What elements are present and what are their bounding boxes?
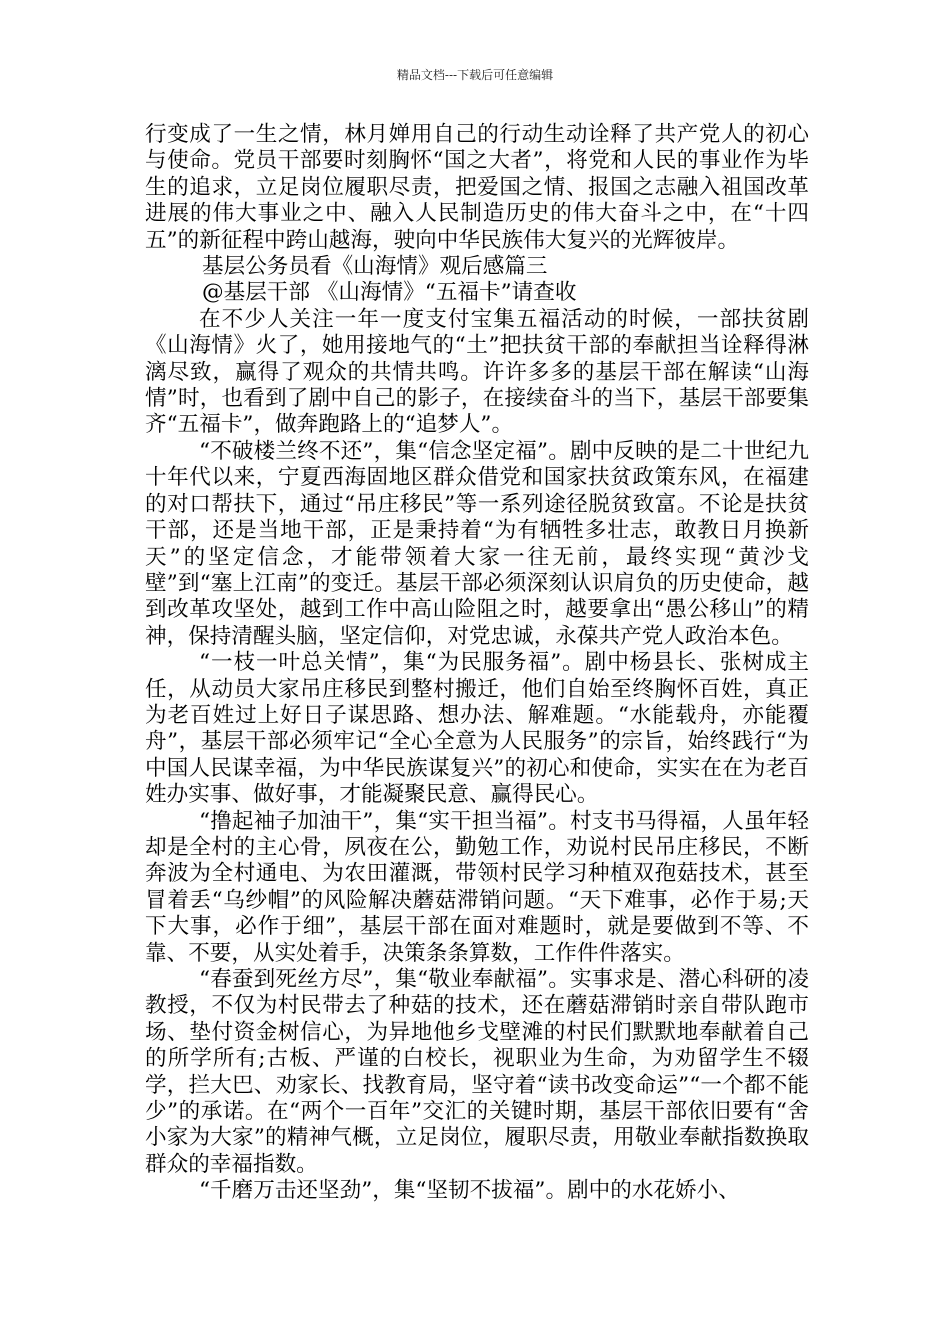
paragraph-jingye: “春蚕到死丝方尽”，集“敬业奉献福”。实事求是、潜心科研的凌教授，不仅为村民带去了种菇的技术，还在蘑菇滞销时亲自带队跑市场、垫付资金树信心，为异地他乡戈壁滩的村民们默默地奉献着自己的所学所有;古板、严谨的白校长，视职业为生命，为劝留学生不辍学，拦大巴、劝家长、找教育局，坚守着“读书改变命运”“一个都不能少”的承诺。在“两个一百年”交汇的关键时期，基层干部依旧要有“舍小家为大家”的精神气概，立足岗位，履职尽责，用敬业奉献指数换取群众的幸福指数。: [145, 967, 809, 1177]
section-title: 基层公务员看《山海情》观后感篇三: [202, 254, 548, 280]
paragraph-shigan: “撸起袖子加油干”，集“实干担当福”。村支书马得福，人虽年轻却是全村的主心骨，夙夜在公，勤勉工作，劝说村民吊庄移民，不断奔波为全村通电、为农田灌溉，带领村民学习种植双孢菇技术，甚至冒着丢“乌纱帽”的风险解决蘑菇滞销问题。“天下难事，必作于易;天下大事，必作于细”，基层干部在面对难题时，就是要做到不等、不靠、不要，从实处着手，决策条条算数，工作件件落实。: [145, 808, 809, 966]
paragraph-jianren: “千磨万击还坚劲”，集“坚韧不拔福”。剧中的水花娇小、: [199, 1178, 740, 1204]
paragraph-continuation: 行变成了一生之情，林月婵用自己的行动生动诠释了共产党人的初心与使命。党员干部要时刻胸怀“国之大者”，将党和人民的事业作为毕生的追求，立足岗位履职尽责，把爱国之情、报国之志融入祖国改革进展的伟大事业之中、融入人民制造历史的伟大奋斗之中，在“十四五”的新征程中跨山越海，驶向中华民族伟大复兴的光辉彼岸。: [145, 122, 809, 253]
page-header: 精品文档---下载后可任意编辑: [396, 68, 554, 82]
paragraph-xinnian: “不破楼兰终不还”，集“信念坚定福”。剧中反映的是二十世纪九十年代以来，宁夏西海固地区群众借党和国家扶贫政策东风，在福建的对口帮扶下，通过“吊庄移民”等一系列途径脱贫致富。不论是扶贫干部，还是当地干部，正是秉持着“为有牺牲多壮志，敢教日月换新天”的坚定信念，才能带领着大家一往无前，最终实现“黄沙戈壁”到“塞上江南”的变迁。基层干部必须深刻认识肩负的历史使命，越到改革攻坚处，越到工作中高山险阻之时，越要拿出“愚公移山”的精神，保持清醒头脑，坚定信仰，对党忠诚，永葆共产党人政治本色。: [145, 438, 809, 649]
paragraph-intro: 在不少人关注一年一度支付宝集五福活动的时候，一部扶贫剧《山海情》火了，她用接地气的“土”把扶贫干部的奉献担当诠释得淋漓尽致，赢得了观众的共情共鸣。许许多多的基层干部在解读“山海情”时，也看到了剧中自己的影子，在接续奋斗的当下，基层干部要集齐“五福卡”，做奔跑路上的“追梦人”。: [145, 306, 809, 438]
paragraph-weimin: “一枝一叶总关情”，集“为民服务福”。剧中杨县长、张树成主任，从动员大家吊庄移民到整村搬迁，他们自始至终胸怀百姓，真正为老百姓过上好日子谋思路、想办法、解难题。“水能载舟，亦能覆舟”，基层干部必须牢记“全心全意为人民服务”的宗旨，始终践行“为中国人民谋幸福，为中华民族谋复兴”的初心和使命，实实在在为老百姓办实事、做好事，才能凝聚民意、赢得民心。: [145, 650, 809, 808]
section-subtitle: @基层干部 《山海情》“五福卡”请查收: [202, 280, 577, 306]
document-body: [145, 122, 809, 1205]
